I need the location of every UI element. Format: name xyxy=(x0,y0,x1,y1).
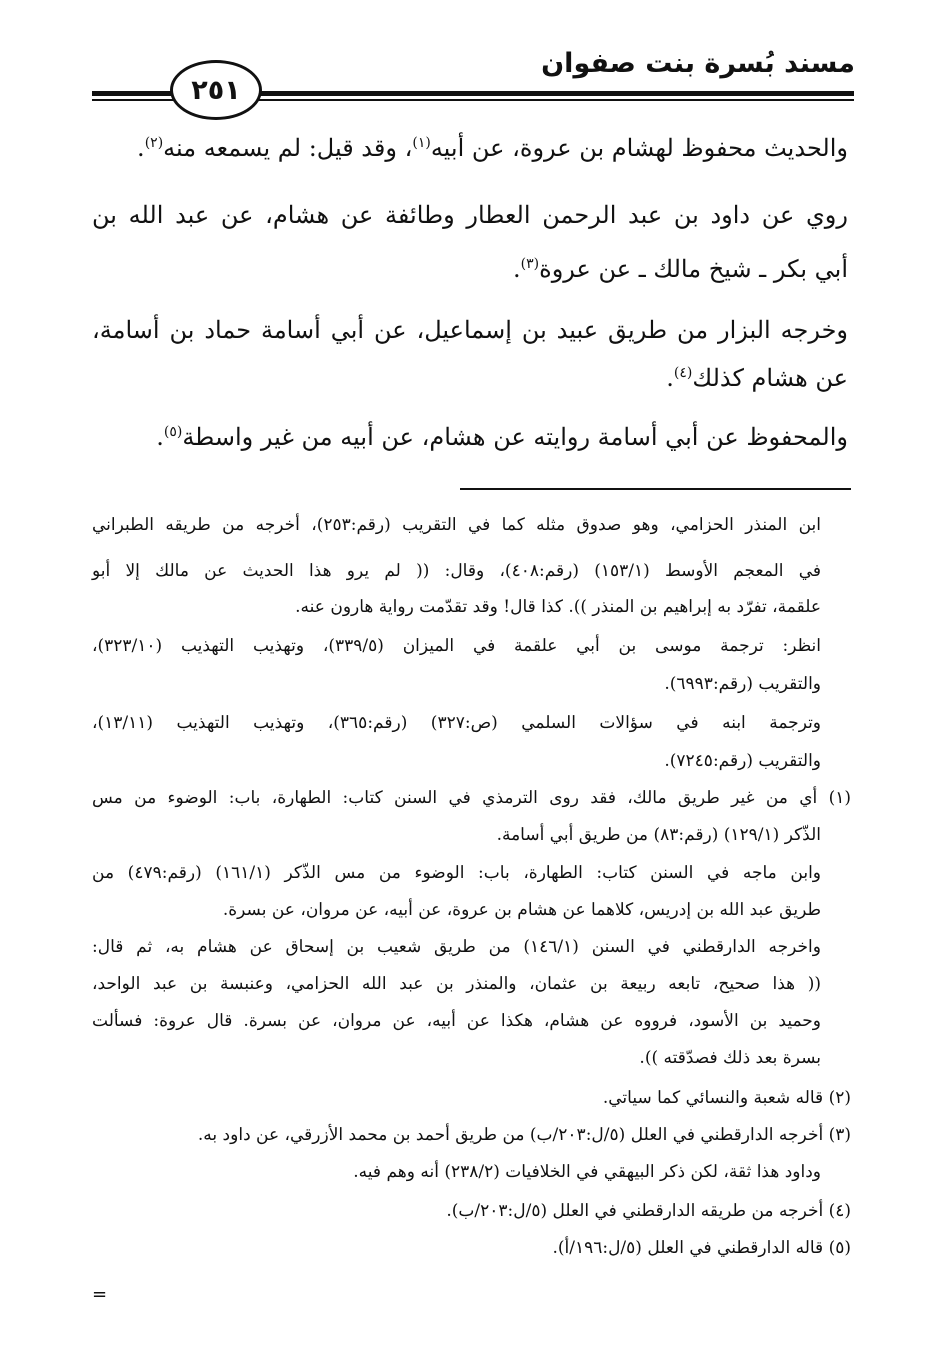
footnote-3-line-2: وداود هذا ثقة، لكن ذكر البيهقي في الخلافيات (٢٣٨/٢) أنه وهم فيه. xyxy=(353,1162,821,1182)
main-text: والحديث محفوظ لهشام بن عروة، عن أبيه xyxy=(430,134,848,162)
footnote-continuation-line-6: وترجمة ابنه في سؤالات السلمي (ص:٣٢٧) (رقم:٣٦٥)، وتهذيب التهذيب (١٣/١١)، xyxy=(92,713,822,733)
footnote-ref: (٢) xyxy=(144,135,164,151)
main-text: . xyxy=(666,364,674,392)
footnote-1-line-3: وابن ماجه في السنن كتاب: الطهارة، باب: الوضوء من مس الذّكر (١٦١/١) (رقم:٤٧٩) من xyxy=(92,863,821,883)
main-text: أبي بكر ـ شيخ مالك ـ عن عروة xyxy=(539,255,848,283)
footnote-ref: (٥) xyxy=(163,424,183,440)
footnote-1-line-4: طريق عبد الله بن إدريس، كلاهما عن هشام بن عروة، عن أبيه، عن مروان، عن بسرة. xyxy=(222,900,821,920)
main-text: . xyxy=(156,423,164,451)
main-paragraph-2-line-2 xyxy=(513,255,848,283)
footnote-separator xyxy=(460,488,851,490)
footnote-2: (٢) قاله شعبة والنسائي كما سياتي. xyxy=(602,1088,851,1108)
footnote-1-line-5: واخرجه الدارقطني في السنن (١٤٦/١) من طريق شعيب بن إسحاق عن هشام به، ثم قال: xyxy=(92,937,821,957)
footnote-3-line-1: (٣) أخرجه الدارقطني في العلل (٥/ل:٢٠٣/ب) من طريق أحمد بن محمد الأزرقي، عن داود به. xyxy=(197,1125,851,1145)
footnote-continuation-line-1: ابن المنذر الحزامي، وهو صدوق مثله كما في التقريب (رقم:٢٥٣)، أخرجه من طريقه الطبراني xyxy=(92,515,821,535)
end-mark: = xyxy=(92,1284,108,1305)
footnote-ref: (١) xyxy=(412,135,431,151)
main-paragraph-2-line-1: روي عن داود بن عبد الرحمن العطار وطائفة عن هشام، عن عبد الله بن xyxy=(92,201,848,229)
main-paragraph-3-line-1: وخرجه البزار من طريق عبيد بن إسماعيل، عن أبي أسامة حماد بن أسامة، xyxy=(92,316,848,344)
main-paragraph-4 xyxy=(156,423,848,451)
main-paragraph-3-line-2 xyxy=(666,364,848,392)
main-text: عن هشام كذلك xyxy=(692,364,848,392)
footnote-1-line-2: الذّكر (١٢٩/١) (رقم:٨٣) من طريق أبي أسامة. xyxy=(496,825,821,845)
footnote-continuation-line-4: انظر: ترجمة موسى بن أبي علقمة في الميزان (٣٣٩/٥)، وتهذيب التهذيب (٣٢٣/١٠)، xyxy=(92,636,821,656)
footnote-4: (٤) أخرجه من طريقه الدارقطني في العلل (٥/ل:٢٠٣/ب). xyxy=(446,1201,851,1221)
footnote-1-line-7: وحميد بن الأسود، فرووه عن هشام، هكذا عن أبيه، عن مروان، عن بسرة. قال عروة: فسألت xyxy=(92,1011,821,1031)
main-text: والمحفوظ عن أبي أسامة روايته عن هشام، عن أبيه من غير واسطة xyxy=(182,423,848,451)
main-text: ، وقد قيل: لم يسمعه منه xyxy=(163,134,413,162)
main-text: . xyxy=(513,255,521,283)
footnote-1-line-6: (( هذا صحيح، تابعه ربيعة بن عثمان، والمنذر بن عبد الله الحزامي، وعنبسة بن عبد الواحد، xyxy=(92,974,821,994)
main-text: . xyxy=(137,134,145,162)
footnote-ref: (٣) xyxy=(520,256,540,272)
main-paragraph-1 xyxy=(137,134,848,162)
footnote-continuation-line-5: والتقريب (رقم:٦٩٩٣). xyxy=(664,674,821,694)
page-number: ٢٥١ xyxy=(170,60,262,120)
footnote-continuation-line-7: والتقريب (رقم:٧٢٤٥). xyxy=(664,751,821,771)
footnote-5: (٥) قاله الدارقطني في العلل (٥/ل:١٩٦/أ). xyxy=(552,1238,851,1258)
running-title: مسند بُسرة بنت صفوان xyxy=(541,48,855,79)
footnote-1-line-1: (١) أي من غير طريق مالك، فقد روى الترمذي في السنن كتاب: الطهارة، باب: الوضوء من مس xyxy=(92,788,851,808)
footnote-1-line-8: بسرة بعد ذلك فصدّقته )). xyxy=(639,1048,821,1068)
footnote-ref: (٤) xyxy=(673,365,693,381)
footnote-continuation-line-2: في المعجم الأوسط (١٥٣/١) (رقم:٤٠٨)، وقال: (( لم يرو هذا الحديث عن مالك إلا أبو xyxy=(92,561,822,581)
footnote-continuation-line-3: علقمة، تفرّد به إبراهيم بن المنذر )). كذا قال! وقد تقدّمت رواية هارون عنه. xyxy=(295,597,821,617)
